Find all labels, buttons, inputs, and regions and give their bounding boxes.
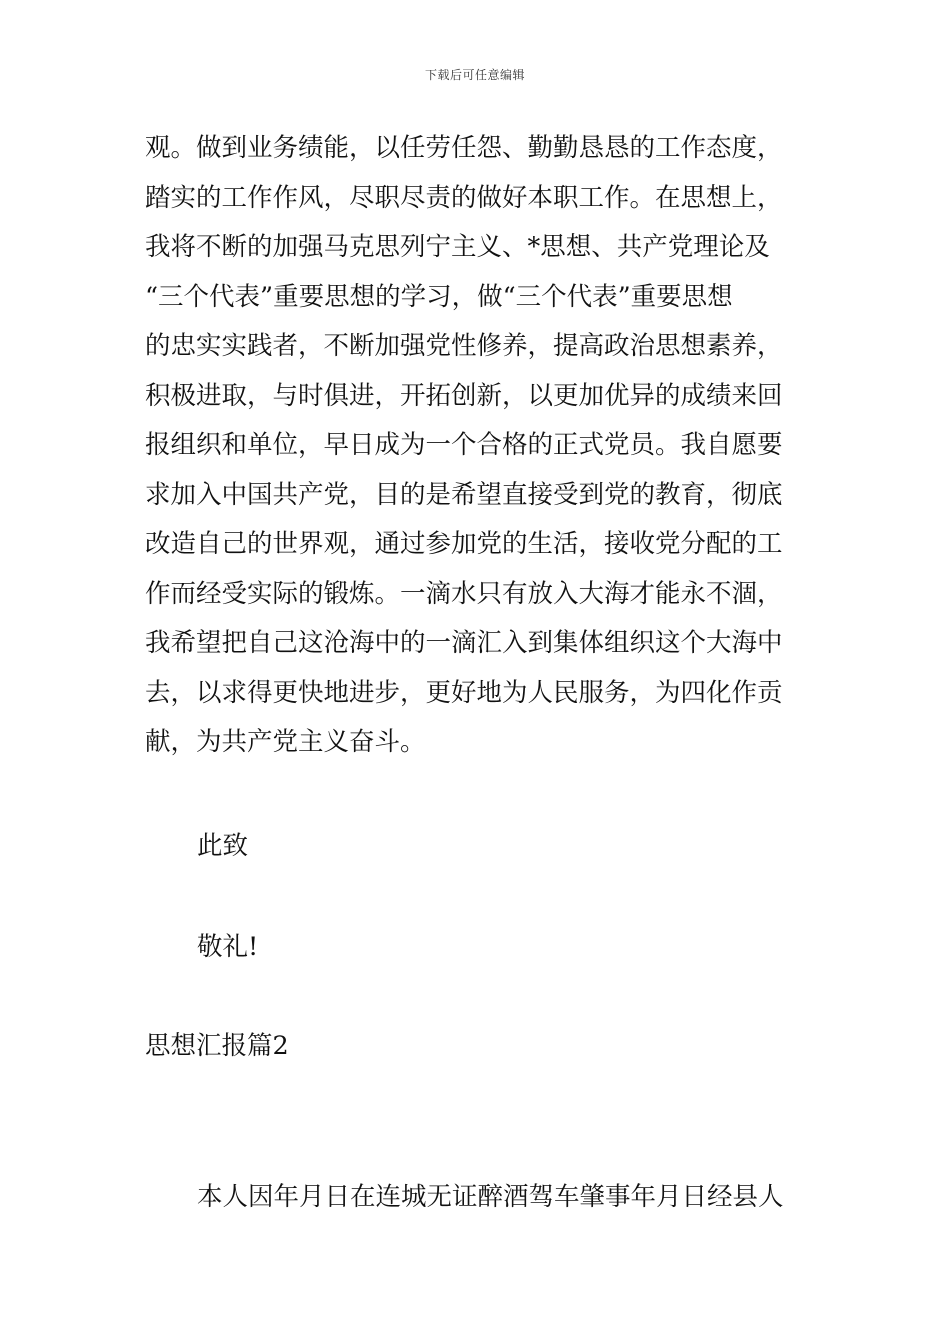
body-line: 观。做到业务绩能，以任劳任怨、勤勤恳恳的工作态度， — [145, 133, 783, 163]
body-line: 积极进取，与时俱进，开拓创新，以更加优异的成绩来回 — [145, 380, 783, 411]
body-line: 我将不断的加强马克思列宁主义、*思想、共产党理论及 — [145, 232, 770, 262]
body-line: 改造自己的世界观，通过参加党的生活，接收党分配的工 — [145, 529, 783, 559]
section-heading: 思想汇报篇2 — [145, 1031, 289, 1061]
body-line: 作而经受实际的锻炼。一滴水只有放入大海才能永不涸， — [145, 578, 783, 609]
closing-regards: 敬礼! — [197, 932, 259, 962]
body-line: 踏实的工作作风，尽职尽责的做好本职工作。在思想上， — [145, 182, 783, 213]
body-line: 去，以求得更快地进步，更好地为人民服务，为四化作贡 — [145, 677, 783, 708]
body-text — [145, 124, 815, 768]
closing-salutation: 此致 — [197, 831, 249, 861]
body-line: “三个代表”重要思想的学习，做“三个代表”重要思想 — [145, 281, 733, 312]
section-first-line: 本人因年月日在连城无证醉酒驾车肇事年月日经县人 — [197, 1182, 784, 1212]
page-header: 下载后可任意编辑 — [424, 68, 525, 82]
body-line: 的忠实实践者，不断加强党性修养，提高政治思想素养， — [145, 331, 783, 361]
body-line: 报组织和单位，早日成为一个合格的正式党员。我自愿要 — [145, 430, 783, 460]
body-line: 我希望把自己这沧海中的一滴汇入到集体组织这个大海中 — [145, 628, 783, 658]
body-line: 献，为共产党主义奋斗。 — [145, 727, 426, 757]
body-line: 求加入中国共产党，目的是希望直接受到党的教育，彻底 — [145, 479, 783, 510]
